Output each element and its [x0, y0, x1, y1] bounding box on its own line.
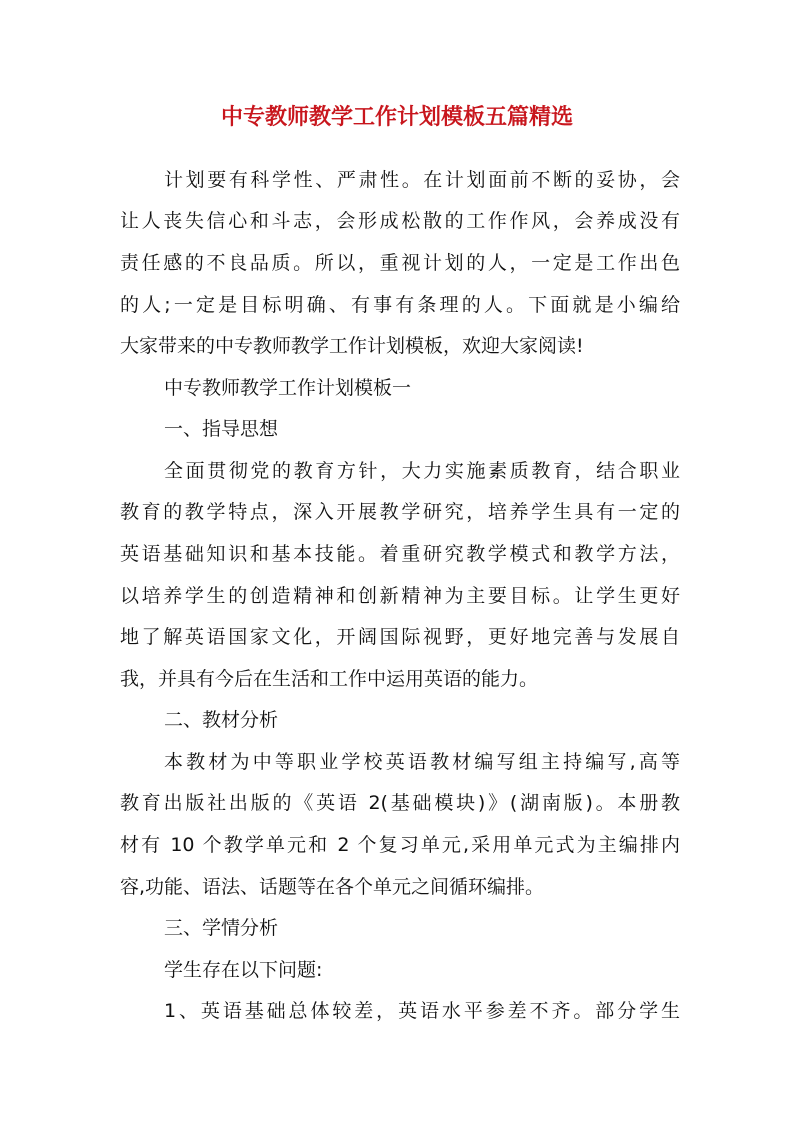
section-heading: 一、指导思想 — [164, 418, 279, 440]
section-heading: 三、学情分析 — [164, 917, 279, 939]
paragraph-line: 计划要有科学性、严肃性。在计划面前不断的妥协，会 — [164, 169, 680, 191]
paragraph-line: 教育的教学特点，深入开展教学研究，培养学生具有一定的 — [120, 501, 680, 523]
paragraph-line: 大家带来的中专教师教学工作计划模板，欢迎大家阅读! — [120, 335, 584, 357]
paragraph-line: 让人丧失信心和斗志，会形成松散的工作作风，会养成没有 — [120, 210, 680, 232]
paragraph-line: 材有 10 个教学单元和 2 个复习单元,采用单元式为主编排内 — [120, 834, 680, 856]
paragraph-line: 英语基础知识和基本技能。着重研究教学模式和教学方法， — [120, 543, 680, 565]
paragraph-line: 容,功能、语法、话题等在各个单元之间循环编排。 — [120, 876, 545, 898]
document-title: 中专教师教学工作计划模板五篇精选 — [220, 104, 573, 130]
paragraph-line: 地了解英语国家文化，开阔国际视野，更好地完善与发展自 — [120, 626, 680, 648]
paragraph-line: 学生存在以下问题: — [164, 959, 323, 981]
paragraph-line: 责任感的不良品质。所以，重视计划的人，一定是工作出色 — [120, 252, 680, 274]
paragraph-line: 我，并具有今后在生活和工作中运用英语的能力。 — [120, 668, 539, 690]
paragraph-line: 的人;一定是目标明确、有事有条理的人。下面就是小编给 — [120, 294, 680, 316]
paragraph-line: 以培养学生的创造精神和创新精神为主要目标。让学生更好 — [120, 585, 680, 607]
section-heading: 中专教师教学工作计划模板一 — [164, 377, 412, 399]
section-heading: 二、教材分析 — [164, 709, 279, 731]
paragraph-line: 教育出版社出版的《英语 2(基础模块)》(湖南版)。本册教 — [120, 792, 680, 814]
paragraph-line: 全面贯彻党的教育方针，大力实施素质教育，结合职业 — [164, 460, 680, 482]
paragraph-line: 1、英语基础总体较差，英语水平参差不齐。部分学生 — [164, 1000, 680, 1022]
paragraph-line: 本教材为中等职业学校英语教材编写组主持编写,高等 — [164, 751, 680, 773]
